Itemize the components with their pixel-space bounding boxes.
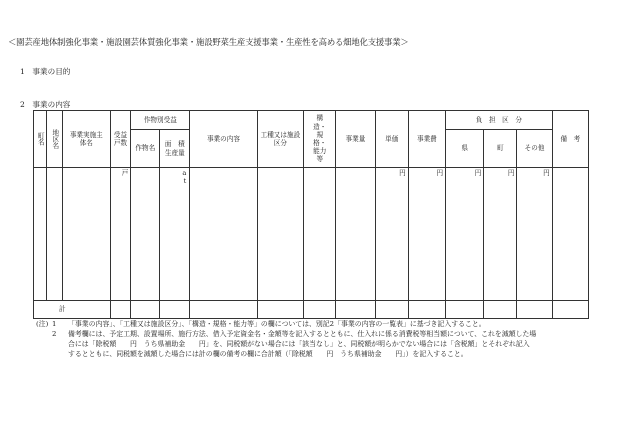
- unit-households: 戸: [121, 169, 129, 177]
- header-crop-name: 作物名: [131, 130, 160, 168]
- cell-other: [517, 168, 552, 301]
- note-2-line-2: 合には「除税額 円 うち県補助金 円」を、同税額がない場合には「該当なし」と、同税額が明らかでない場合には「含税額」とそれぞれ記入: [68, 340, 530, 348]
- cell-cost: [408, 168, 445, 301]
- total-content: [190, 301, 257, 319]
- unit-yen-town: 円: [507, 169, 515, 177]
- cell-district: [47, 168, 63, 301]
- total-remarks: [552, 301, 588, 319]
- note-1-number: 1: [52, 320, 57, 328]
- total-cost: [408, 301, 445, 319]
- total-households: [110, 301, 131, 319]
- notes-block: [36, 319, 596, 359]
- total-structure: [304, 301, 336, 319]
- header-work-type: 工種又は施設区分: [257, 111, 304, 168]
- note-2-number: 2: [52, 330, 57, 338]
- section-purpose-heading: 1 事業の目的: [20, 67, 71, 76]
- cell-content: [190, 168, 257, 301]
- header-unit-price: 単価: [375, 111, 408, 168]
- cell-structure: [304, 168, 336, 301]
- total-prefecture: [446, 301, 484, 319]
- cell-remarks: [552, 168, 588, 301]
- unit-yen-prefecture: 円: [474, 169, 482, 177]
- note-2-line-1: 備考欄には、予定工期、設置場所、施行方法、借入予定資金名・金額等を記入するとともに、仕入れに係る消費税等相当額について、これを減額した場: [68, 330, 537, 338]
- notes-label: (注): [36, 320, 49, 328]
- unit-area-t: t: [183, 177, 187, 186]
- cell-quantity: [336, 168, 375, 301]
- header-project-cost: 事業費: [408, 111, 445, 168]
- total-work-type: [257, 301, 304, 319]
- cell-unit-price: [375, 168, 408, 301]
- cell-area: [160, 168, 190, 301]
- total-town: [484, 301, 517, 319]
- header-area-production: 面 積生産量: [160, 130, 190, 168]
- cell-entity: [62, 168, 110, 301]
- cell-town-burden: [484, 168, 517, 301]
- section-content-heading: 2 事業の内容: [20, 100, 71, 109]
- note-1-text: 「事業の内容」、「工種又は施設区分」、「構造・規格・能力等」の欄については、別記2「事業の内容の一覧表」に基づき記入すること。: [68, 320, 486, 328]
- header-structure-spec: 構造・規格・能力等: [304, 111, 336, 168]
- cell-town: [34, 168, 47, 301]
- total-quantity: [336, 301, 375, 319]
- unit-yen-cost: 円: [436, 169, 444, 177]
- project-content-table: [33, 110, 589, 319]
- unit-area-a: a: [182, 169, 187, 177]
- note-2-line-3: するとともに、同税額を減額した場合には計の欄の備考の欄に合計額（「除税額 円 うち県補助金 円」）を記入すること。: [68, 350, 468, 358]
- header-quantity: 事業量: [336, 111, 375, 168]
- total-area: [160, 301, 190, 319]
- header-town: 町: [484, 130, 517, 168]
- unit-yen-other: 円: [543, 169, 550, 177]
- header-district-name: 地区名: [47, 111, 63, 168]
- header-prefecture: 県: [446, 130, 484, 168]
- page-title: ＜園芸産地体制強化事業・施設園芸体質強化事業・施設野菜生産支援事業・生産性を高める畑地化支援事業＞: [8, 37, 409, 47]
- header-implementing-entity: 事業実施主体名: [62, 111, 110, 168]
- cell-crop-name: [131, 168, 160, 301]
- header-crop-beneficiary: 作物別受益: [131, 111, 190, 130]
- cell-households: [110, 168, 131, 301]
- unit-yen-price: 円: [399, 169, 406, 177]
- cell-prefecture: [446, 168, 484, 301]
- header-other: その他: [517, 130, 552, 168]
- cell-work-type: [257, 168, 304, 301]
- header-project-content: 事業の内容: [190, 111, 257, 168]
- total-crop-name: [131, 301, 160, 319]
- header-town-name: 町名: [34, 111, 47, 168]
- total-label: 計: [34, 301, 111, 319]
- header-remarks: 備 考: [552, 111, 588, 168]
- total-unit-price: [375, 301, 408, 319]
- total-other: [517, 301, 552, 319]
- header-beneficiary-households: 受益戸数: [110, 111, 131, 168]
- header-burden-category: 負 担 区 分: [446, 111, 553, 130]
